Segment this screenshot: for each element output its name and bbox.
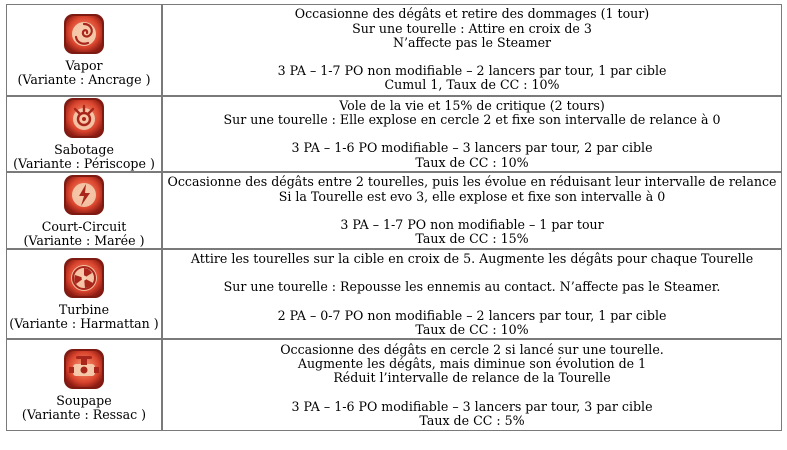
description-line: Si la Tourelle est evo 3, elle explose et fixe son intervalle à 0 bbox=[278, 188, 666, 204]
description-line bbox=[163, 266, 781, 280]
description-line: N’affecte pas le Steamer bbox=[392, 34, 552, 50]
spell-name-cell bbox=[6, 172, 162, 249]
description-line: 3 PA – 1-7 PO non modifiable – 1 par tour bbox=[340, 217, 604, 232]
spell-variant: (Variante : Périscope ) bbox=[13, 156, 155, 172]
description-line: Cumul 1, Taux de CC : 10% bbox=[384, 77, 560, 93]
description-line: Attire les tourelles sur la cible en croix de 5. Augmente les dégâts pour chaque Tourelle bbox=[190, 250, 754, 266]
spell-description-cell bbox=[162, 249, 782, 339]
description-line: Vole de la vie et 15% de critique (2 tours) bbox=[339, 97, 605, 113]
description-line bbox=[163, 204, 781, 218]
spell-description-cell bbox=[162, 96, 782, 172]
vapor-spiral-icon bbox=[63, 13, 105, 55]
spell-name: Turbine bbox=[58, 302, 110, 318]
description-line: Sur une tourelle : Attire en croix de 3 bbox=[352, 20, 592, 36]
spell-row bbox=[6, 4, 782, 96]
description-line: Taux de CC : 10% bbox=[415, 154, 529, 170]
description-line: Sur une tourelle : Repousse les ennemis au contact. N’affecte pas le Steamer. bbox=[223, 279, 721, 295]
spell-name-cell bbox=[6, 96, 162, 172]
spell-table bbox=[6, 4, 782, 431]
description-line: 2 PA – 0-7 PO non modifiable – 2 lancers par tour, 1 par cible bbox=[277, 307, 667, 323]
description-line: Réduit l’intervalle de relance de la Tourelle bbox=[333, 370, 611, 386]
spell-row bbox=[6, 172, 782, 249]
spell-name-cell bbox=[6, 4, 162, 96]
description-line bbox=[163, 127, 781, 141]
spell-name: Soupape bbox=[56, 393, 112, 409]
sabotage-mechanism-icon bbox=[63, 97, 105, 139]
description-line: Taux de CC : 15% bbox=[415, 231, 529, 247]
spell-name: Court-Circuit bbox=[41, 218, 127, 234]
spell-variant: (Variante : Marée ) bbox=[23, 232, 145, 248]
soupape-valve-icon bbox=[63, 348, 105, 390]
spell-variant: (Variante : Ressac ) bbox=[21, 407, 147, 423]
description-line: 3 PA – 1-6 PO modifiable – 3 lancers par tour, 2 par cible bbox=[291, 140, 653, 156]
spell-description-cell bbox=[162, 4, 782, 96]
spell-name: Vapor bbox=[65, 57, 103, 73]
spell-variant: (Variante : Harmattan ) bbox=[9, 316, 159, 332]
turbine-fan-icon bbox=[63, 257, 105, 299]
spell-name-cell bbox=[6, 249, 162, 339]
court-circuit-icon bbox=[63, 174, 105, 216]
description-line bbox=[163, 50, 781, 64]
spell-row bbox=[6, 249, 782, 339]
description-line: Sur une tourelle : Elle explose en cercle 2 et fixe son intervalle de relance à 0 bbox=[223, 111, 721, 127]
description-line: Occasionne des dégâts en cercle 2 si lancé sur une tourelle. bbox=[280, 341, 664, 357]
description-line bbox=[163, 294, 781, 308]
description-line: Taux de CC : 5% bbox=[419, 412, 525, 428]
description-line: Augmente les dégâts, mais diminue son évolution de 1 bbox=[297, 356, 647, 371]
spell-description-cell bbox=[162, 172, 782, 249]
spell-description-cell bbox=[162, 339, 782, 431]
spell-variant: (Variante : Ancrage ) bbox=[17, 72, 151, 87]
description-line: 3 PA – 1-6 PO modifiable – 3 lancers par tour, 3 par cible bbox=[291, 398, 653, 414]
description-line bbox=[163, 385, 781, 399]
description-line: 3 PA – 1-7 PO non modifiable – 2 lancers par tour, 1 par cible bbox=[277, 63, 667, 79]
spell-row bbox=[6, 96, 782, 172]
description-line: Occasionne des dégâts entre 2 tourelles, puis les évolue en réduisant leur intervalle de relance bbox=[167, 174, 777, 190]
description-line: Occasionne des dégâts et retire des dommages (1 tour) bbox=[294, 6, 650, 22]
spell-name: Sabotage bbox=[54, 142, 114, 157]
spell-name-cell bbox=[6, 339, 162, 431]
description-line: Taux de CC : 10% bbox=[415, 321, 529, 337]
spell-row bbox=[6, 339, 782, 431]
